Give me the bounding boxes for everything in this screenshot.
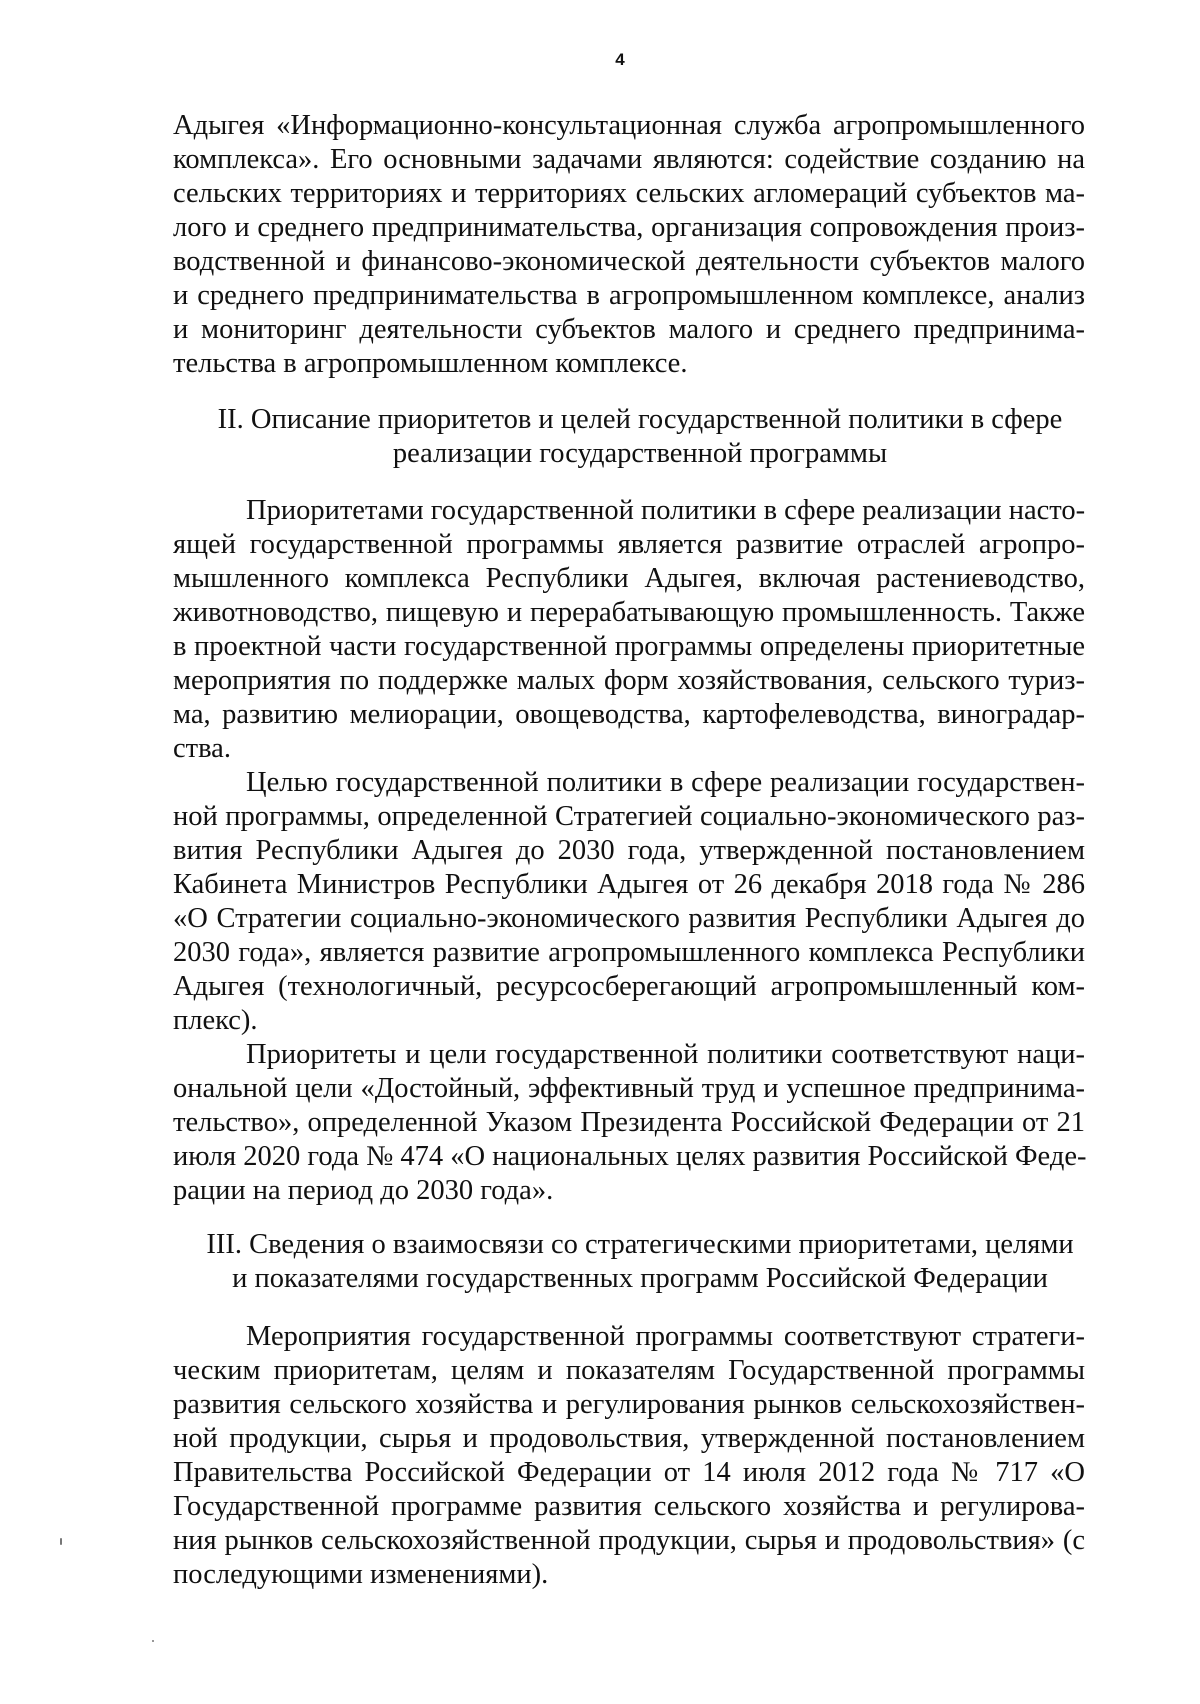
- text-line: плекс).: [173, 1005, 258, 1036]
- text-line: ческим приоритетам, целям и показателям Государственной программы: [173, 1355, 1085, 1386]
- text-line: лого и среднего предпринимательства, организация сопровождения произ-: [173, 212, 1085, 243]
- text-line: ния рынков сельскохозяйственной продукции, сырья и продовольствия» (с: [173, 1525, 1085, 1556]
- text-line: Адыгея (технологичный, ресурсосберегающий агропромышленный ком-: [173, 971, 1085, 1002]
- text-line: в проектной части государственной программы определены приоритетные: [173, 631, 1085, 662]
- page-number: 4: [615, 50, 625, 69]
- heading-line: III. Сведения о взаимосвязи со стратегическими приоритетами, целями: [206, 1229, 1074, 1260]
- text-line: Правительства Российской Федерации от 14 июля 2012 года № 717 «О: [173, 1457, 1085, 1488]
- text-line: Кабинета Министров Республики Адыгея от 26 декабря 2018 года № 286: [173, 869, 1085, 900]
- text-line: Государственной программе развития сельского хозяйства и регулирова-: [173, 1491, 1085, 1522]
- scan-speck: [60, 1538, 62, 1545]
- text-line: ональной цели «Достойный, эффективный труд и успешное предпринима-: [173, 1073, 1085, 1104]
- text-line: тельства в агропромышленном комплексе.: [173, 348, 688, 379]
- text-line: развития сельского хозяйства и регулирования рынков сельскохозяйствен-: [173, 1389, 1085, 1420]
- text-line: «О Стратегии социально-экономического развития Республики Адыгея до: [173, 903, 1085, 934]
- text-line: ящей государственной программы является развитие отраслей агропро-: [173, 529, 1085, 560]
- text-line: июля 2020 года № 474 «О национальных целях развития Российской Феде-: [173, 1141, 1087, 1172]
- text-line: ной программы, определенной Стратегией социально-экономического раз-: [173, 801, 1085, 832]
- heading-line: II. Описание приоритетов и целей государственной политики в сфере: [217, 404, 1063, 435]
- text-line: мероприятия по поддержке малых форм хозяйствования, сельского туриз-: [173, 665, 1085, 696]
- text-line: последующими изменениями).: [173, 1559, 549, 1590]
- text-line: Приоритеты и цели государственной политики соответствуют наци-: [246, 1039, 1085, 1070]
- text-line: Мероприятия государственной программы соответствуют стратеги-: [246, 1321, 1085, 1352]
- text-line: Целью государственной политики в сфере реализации государствен-: [246, 767, 1085, 798]
- text-line: Адыгея «Информационно-консультационная служба агропромышленного: [173, 110, 1085, 141]
- text-line: вития Республики Адыгея до 2030 года, утвержденной постановлением: [173, 835, 1085, 866]
- text-line: животноводство, пищевую и перерабатывающую промышленность. Также: [173, 597, 1085, 628]
- text-line: ма, развитию мелиорации, овощеводства, картофелеводства, виноградар-: [173, 699, 1085, 730]
- text-line: рации на период до 2030 года».: [173, 1175, 554, 1206]
- text-line: Приоритетами государственной политики в сфере реализации насто-: [246, 495, 1086, 526]
- text-line: ства.: [173, 733, 231, 764]
- text-line: водственной и финансово-экономической деятельности субъектов малого: [173, 246, 1085, 277]
- text-line: комплекса». Его основными задачами являются: содействие созданию на: [173, 144, 1085, 175]
- text-line: 2030 года», является развитие агропромышленного комплекса Республики: [173, 937, 1085, 968]
- text-line: тельство», определенной Указом Президента Российской Федерации от 21: [173, 1107, 1085, 1138]
- scan-speck: [152, 1640, 154, 1642]
- text-line: ной продукции, сырья и продовольствия, утвержденной постановлением: [173, 1423, 1085, 1454]
- text-line: и среднего предпринимательства в агропромышленном комплексе, анализ: [173, 280, 1085, 311]
- text-line: мышленного комплекса Республики Адыгея, включая растениеводство,: [173, 563, 1085, 594]
- text-line: и мониторинг деятельности субъектов малого и среднего предпринима-: [173, 314, 1085, 345]
- text-line: сельских территориях и территориях сельских агломераций субъектов ма-: [173, 178, 1085, 209]
- heading-line: и показателями государственных программ Российской Федерации: [232, 1263, 1048, 1294]
- heading-line: реализации государственной программы: [392, 438, 888, 469]
